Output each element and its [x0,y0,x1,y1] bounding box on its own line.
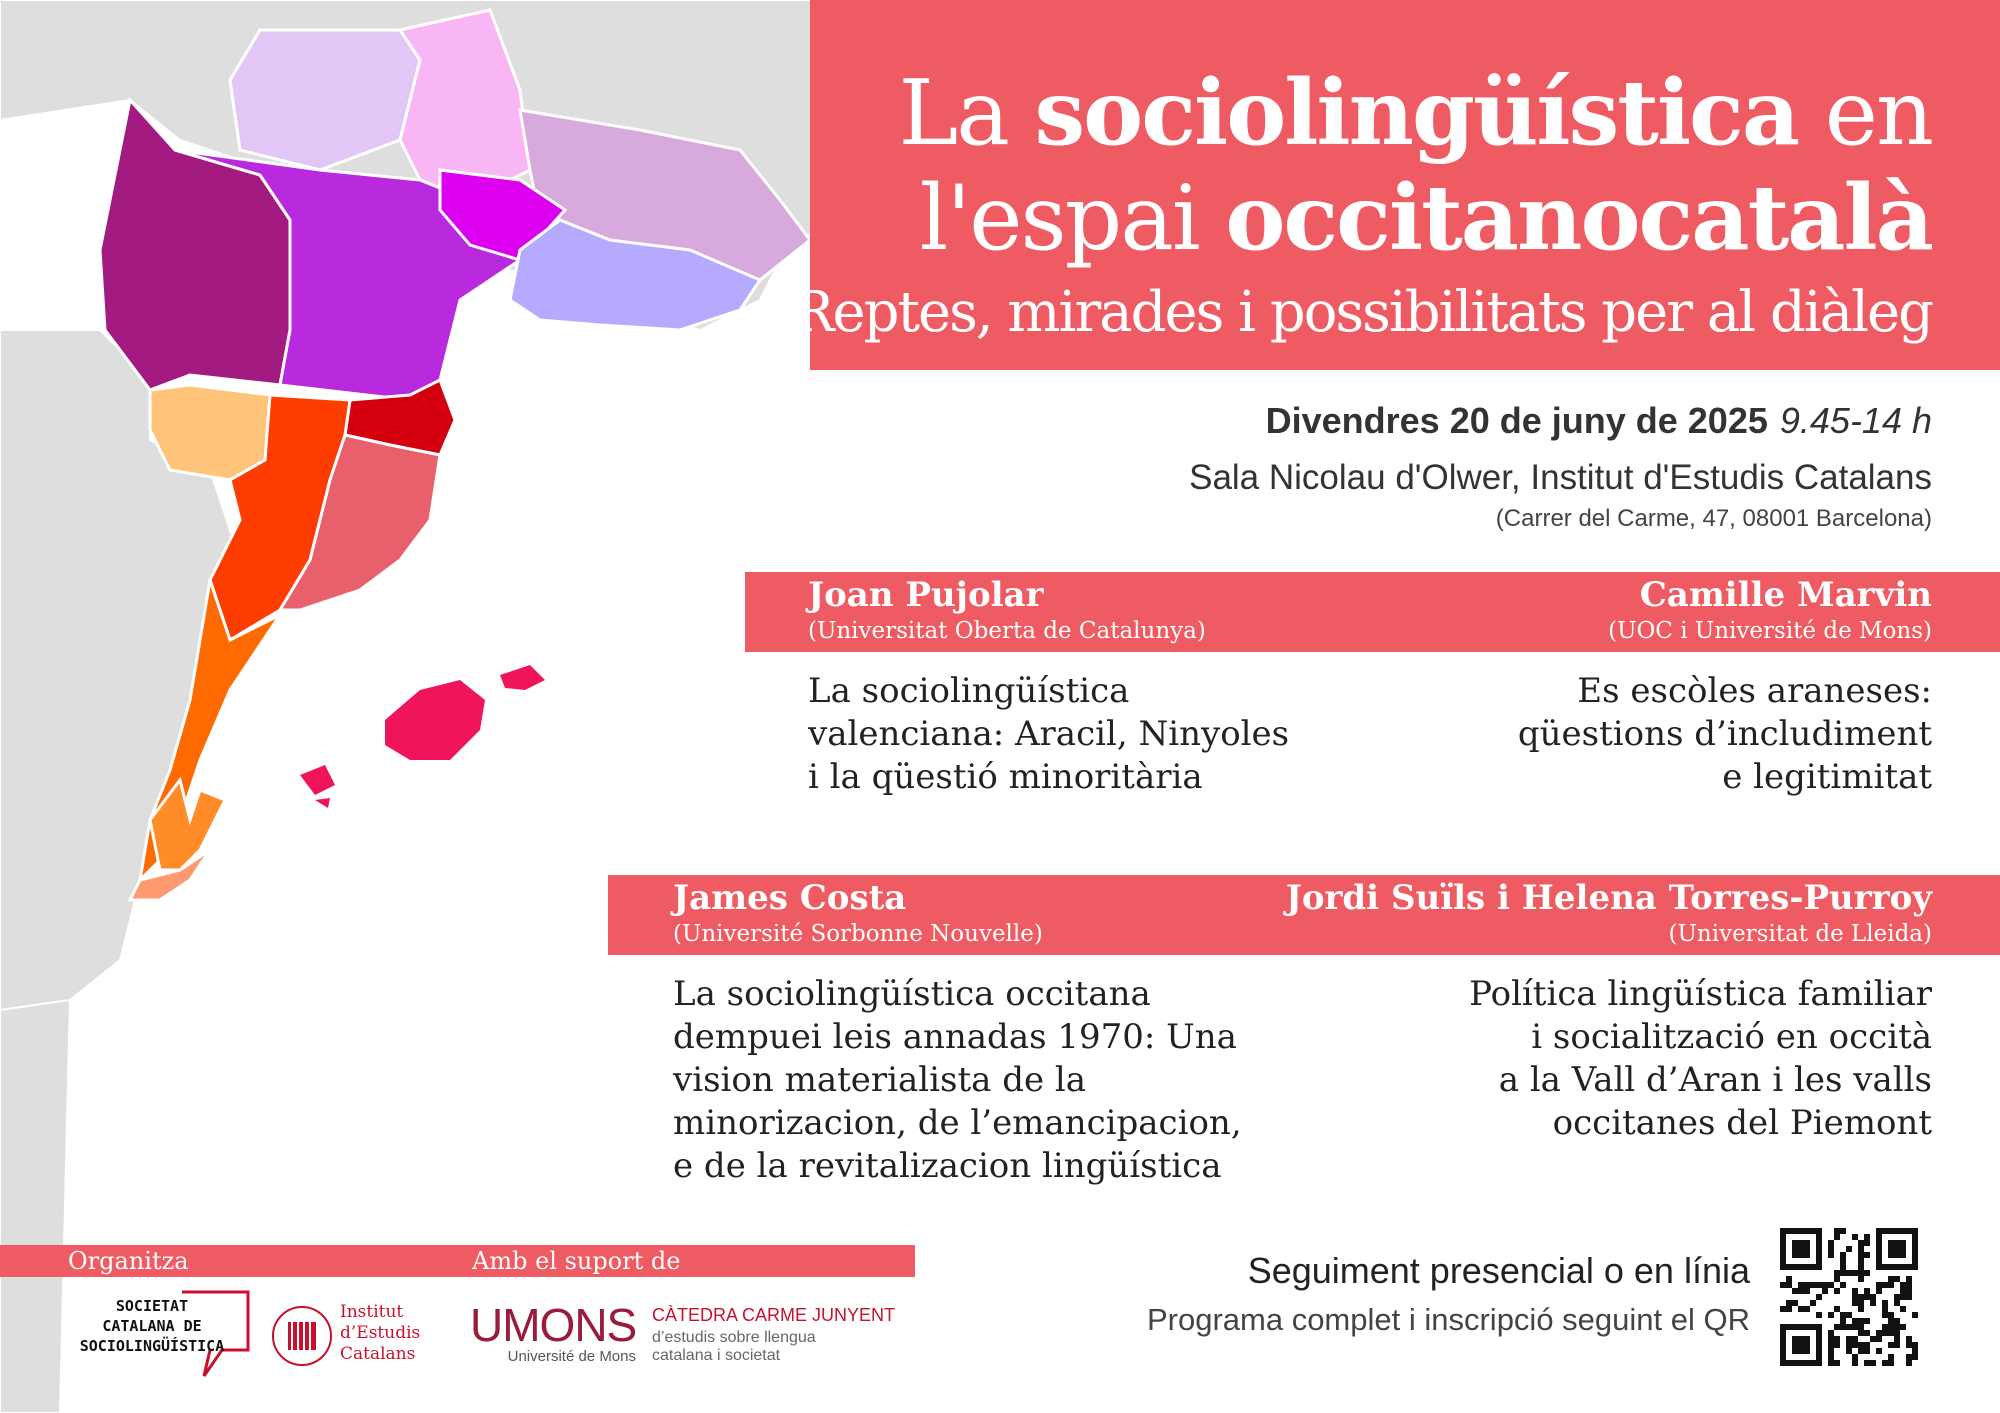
speaker-affiliation: (Universitat de Lleida) [1668,921,1932,947]
catedra-logo [652,1305,912,1375]
title-line-2 [920,165,1932,271]
umons-wordmark: UMONS [470,1299,637,1351]
title-part-b: en [1798,61,1932,166]
map-land-iberia-2 [0,1000,70,1413]
event-venue: Sala Nicolau d'Olwer, Institut d'Estudis Catalans [1189,458,1932,497]
title-keyword-sociolinguistica: sociolingüística [1034,60,1799,166]
talk-title: Política lingüística familiar i socialització en occità a la Vall d’Aran i les valls occitanes del Piemont [1469,974,1932,1143]
speaker-affiliation: (Universitat Oberta de Catalunya) [808,618,1206,644]
map-island-mallorca [385,680,485,760]
program-text: Programa complet i inscripció seguint el QR [1146,1302,1750,1337]
scs-logo-text: SOCIETAT CATALANA DE SOCIOLINGÜÍSTICA [79,1297,225,1355]
title-line-1 [898,60,1932,166]
map-island-formentera [315,798,330,808]
catedra-subtitle: d’estudis sobre llengua catalana i societat [652,1329,816,1364]
event-date: Divendres 20 de juny de 2025 [1265,400,1768,441]
iec-logo [270,1300,430,1380]
title-subtitle: Reptes, mirades i possibilitats per al diàleg [792,280,1932,345]
title-keyword-occitanocatala: occitanocatalà [1225,165,1932,271]
scs-logo [62,1288,252,1380]
follow-text: Seguiment presencial o en línia [1247,1250,1750,1291]
umons-logo [470,1298,640,1368]
map-island-menorca [500,665,545,690]
iec-seal-icon [270,1304,334,1368]
title-part-c: l'espai [919,166,1226,271]
organitza-label: Organitza [68,1247,189,1275]
event-time: 9.45-14 h [1779,400,1932,441]
talk-title: La sociolingüística valenciana: Aracil, Ninyoles i la qüestió minoritària [808,671,1290,797]
event-date-line [1266,400,1932,442]
map-island-eivissa [300,765,335,795]
suport-label: Amb el suport de [472,1247,681,1275]
event-address: (Carrer del Carme, 47, 08001 Barcelona) [1495,505,1932,532]
title-part-a: La [898,61,1035,166]
speaker-name: James Costa [673,878,907,918]
speaker-affiliation: (UOC i Université de Mons) [1608,618,1932,644]
speaker-affiliation: (Université Sorbonne Nouvelle) [673,921,1043,947]
catedra-title: CÀTEDRA CARME JUNYENT [652,1305,896,1325]
speaker-name: Joan Pujolar [808,575,1044,615]
qr-code-icon[interactable] [1780,1228,1918,1366]
iec-logo-text: Institut d’Estudis Catalans [340,1302,421,1364]
umons-subtitle: Université de Mons [507,1348,636,1365]
speaker-name: Jordi Suïls i Helena Torres-Purroy [1285,878,1932,918]
talk-title: Es escòles araneses: qüestions d’includiment e legitimitat [1517,671,1932,797]
speaker-name: Camille Marvin [1639,575,1932,615]
talk-title: La sociolingüística occitana dempuei leis annadas 1970: Una vision materialista de la minorizacion, de l’emancipacion, e de la revitalizacion lingüística [673,974,1242,1186]
